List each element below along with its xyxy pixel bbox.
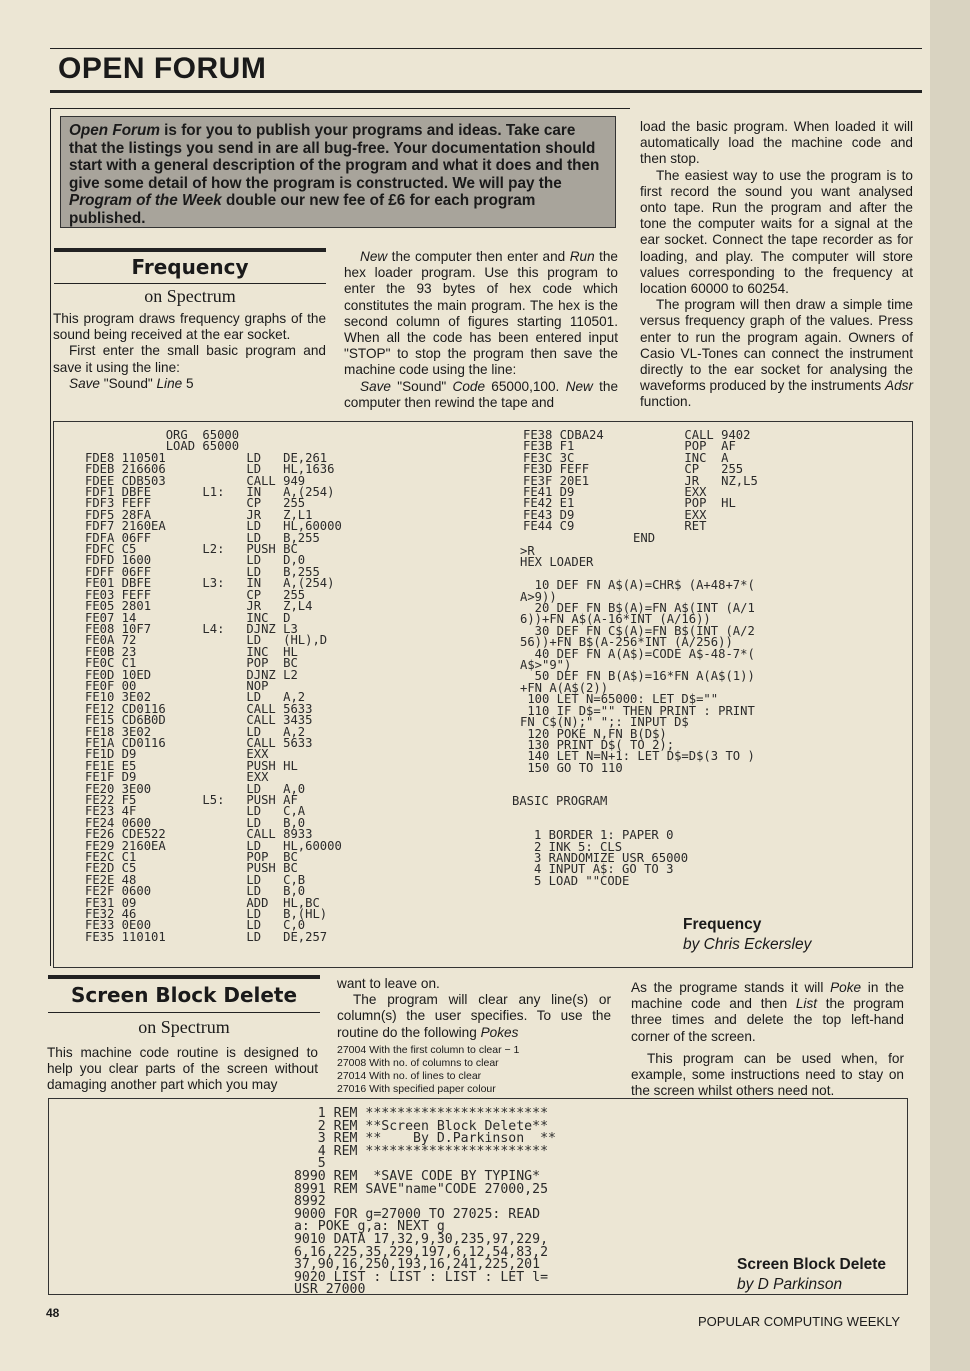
col3-p3-text: The program will then draw a simple time versus frequency graph of the values. Press enter to run the program again. Owners of Casio VL-Tones can connect the instrument directly to the ear socket for analysing the waveforms produced by the instruments — [640, 297, 913, 394]
page-title: OPEN FORUM — [58, 52, 267, 85]
sbd-c3-p1 — [631, 980, 904, 1045]
frequency-column-2 — [344, 249, 618, 411]
freq-p3-sound: "Sound" — [99, 375, 157, 391]
sbd-poke-1: 27004 With the first column to clear − 1 — [337, 1043, 520, 1056]
col3-paragraph-3 — [640, 297, 913, 410]
freq-c2-c: "Sound" — [390, 378, 453, 394]
frequency-asm-listing: ORG 65000 LOAD 65000 FDE8 110501 LD DE,261 FDEB 216606 LD HL,1636 FDEE CDB503 CALL 949 FDF1 DBFE L1: IN A,(254) FDF3 FEFF CP 255 FDF5 28FA JR Z,L1 FDF7 2160EA LD HL,60000 FDFA 06FF LD B,255 FDFC C5 L2: PUSH BC FDFD 1600 LD D,0 FDFF 06FF LD B,255 FE01 DBFE L3: IN A,(254) FE03 FEFF CP 255 FE05 2801 JR Z,L4 FE07 14 INC D FE08 10F7 L4: DJNZ L3 FE0A 72 LD (HL),D FE0B 23 INC HL FE0C C1 POP BC FE0D 10ED DJNZ L2 FE0F 00 NOP FE10 3E02 LD A,2 FE12 CD0116 CALL 5633 FE15 CD6B0D CALL 3435 FE18 3E02 LD A,2 FE1A CD0116 CALL 5633 FE1D D9 EXX FE1E E5 PUSH HL FE1F D9 EXX FE20 3E00 LD A,0 FE22 F5 L5: PUSH AF FE23 4F LD C,A FE24 0600 LD B,0 FE26 CDE522 CALL 8933 FE29 2160EA LD HL,60000 FE2C C1 POP BC FE2D C5 PUSH BC FE2E 48 LD C,B FE2F 0600 LD B,0 FE31 09 ADD HL,BC FE32 46 LD B,(HL) FE33 0E00 LD C,0 FE35 110101 LD DE,257 — [85, 428, 342, 944]
sbd-credit — [737, 1255, 902, 1295]
intro-italic-open-forum: Open Forum — [69, 122, 160, 139]
freq-col2-paragraph-2 — [344, 379, 618, 411]
column-3-top-text — [640, 119, 913, 411]
sbd-title: Screen Block Delete — [70, 983, 298, 1007]
freq-c2-new2: New — [565, 378, 593, 394]
intro-italic-program-of-week: Program of the Week — [69, 192, 222, 209]
freq-p3-save: Save — [69, 375, 100, 391]
sbd-column-2 — [337, 976, 611, 1096]
sbd-poke-3: 27014 With no. of lines to clear — [337, 1069, 482, 1082]
sbd-column-1 — [47, 1045, 318, 1094]
sbd-c2-a: want to leave on. — [337, 976, 440, 991]
sbd-title-rule — [48, 975, 320, 979]
sbd-c3-p1b: in the machine code and then — [631, 980, 905, 1012]
sbd-c3-poke: Poke — [830, 980, 862, 995]
sbd-c2-b-text: The program will clear any line(s) or column(s) the user specifies. To use the routine do the following — [337, 992, 611, 1040]
sbd-column-3 — [631, 980, 904, 1099]
freq-c2-e: the computer then rewind the tape and — [344, 378, 619, 410]
sbd-c3-p2: This program can be used when, for example, some instructions need to stay on the screen whilst others need not. — [631, 1050, 904, 1099]
publication-name: POPULAR COMPUTING WEEKLY — [698, 1314, 901, 1329]
frequency-title-rule — [54, 248, 326, 252]
sbd-p1: This machine code routine is designed to help you clear parts of the screen without damaging another part which you may — [47, 1045, 318, 1093]
intro-frame-left — [50, 108, 51, 966]
intro-box — [60, 116, 616, 228]
frequency-hex-loader-listing: >R HEX LOADER 10 DEF FN A$(A)=CHR$ (A+48+7*( A>9)) 20 DEF FN B$(A)=FN A$(INT (A/1 6))+FN A$(A-16*INT (A/16)) 30 DEF FN C$(A)=FN B$(INT (A/2 56))+FN B$(A-256*INT (A/256)) 40 DEF FN A(A$)=CODE A$-48-7*( A$>"9") 50 DEF FN B(A$)=16*FN A(A$(1)) +FN A(A$(2)) 100 LET N=65000: LET D$="" 110 IF D$="" THEN PRINT : PRINT FN C$(N);" ";: INPUT D$ 120 POKE N,FN B(D$) 130 PRINT D$( TO 2); 140 LET N=N+1: LET D$=D$(3 TO ) 150 GO TO 110 — [520, 544, 755, 775]
freq-p3-num: 5 — [182, 375, 194, 391]
frequency-title: Frequency — [131, 255, 249, 279]
sbd-poke-4: 27016 With specified paper colour — [337, 1082, 496, 1095]
frequency-title-underline — [54, 283, 326, 284]
sbd-c3-p1a: As the programe stands it will — [631, 980, 831, 995]
freq-p1: This program draws frequency graphs of the sound being received at the ear socket. — [53, 311, 326, 343]
sbd-credit-title: Screen Block Delete — [737, 1256, 887, 1273]
frequency-column-1 — [53, 311, 326, 392]
col3-paragraph-1: load the basic program. When loaded it will automatically load the machine code and then stop. — [640, 119, 913, 167]
sbd-pokes-list — [337, 1044, 611, 1096]
frequency-credit-author: by Chris Eckersley — [683, 936, 812, 953]
header-bottom-rule — [50, 90, 922, 93]
sbd-c2-b-pokes: Pokes — [480, 1024, 519, 1040]
sbd-title-underline — [48, 1012, 320, 1013]
intro-frame-top — [50, 108, 630, 109]
frequency-credit — [683, 915, 903, 955]
frequency-basic-listing: BASIC PROGRAM 1 BORDER 1: PAPER 0 2 INK 5: CLS 3 RANDOMIZE USR 65000 4 INPUT A$: GO TO 3 5 LOAD ""CODE — [512, 794, 689, 888]
sbd-poke-2: 27008 With no. of columns to clear — [337, 1056, 499, 1069]
col3-p3-end: function. — [640, 394, 692, 410]
adjacent-page-edge — [930, 0, 970, 1371]
freq-p3 — [53, 376, 326, 392]
sbd-basic-listing: 1 REM *********************** 2 REM **Screen Block Delete** 3 REM ** By D.Parkinson ** 4 REM *********************** 5 8990 REM *SAVE CODE BY TYPING* 8991 REM SAVE"name"CODE 27000,25 8992 9000 FOR g=27000 TO 27025: READ a: POKE g,a: NEXT g 9010 DATA 17,32,9,30,235,97,229, 6,16,225,35,229,197,6,12,54,83,2 37,90,16,250,193,16,241,225,201 9020 LIST : LIST : LIST : LET l= USR 27000 — [293, 1106, 556, 1298]
col3-paragraph-2: The easiest way to use the program is to first record the sound you want analysed onto tape. Run the program and after the tone the computer waits for a signal at the ear socket. Connect the tape recorder as for loading, and play. The computer will store values corresponding to the frequency at location 60000 to 60254. — [640, 167, 913, 297]
freq-p3-line: Line — [156, 375, 183, 391]
intro-text-a: is for you to publish your programs and ideas. Take care that the listings you send in are all bug-free. Your documentation should start with a general description of the program and what it does and then give some detail of how the program is constructed. We will pay the — [69, 122, 600, 192]
intro-text-b: double our new fee of £6 for each program published. — [69, 192, 536, 227]
freq-col2-paragraph — [344, 249, 618, 379]
freq-c2-new: New — [360, 249, 388, 264]
sbd-credit-author: by D Parkinson — [737, 1276, 843, 1293]
freq-c2-b: the hex loader program. Use this program to enter the 93 bytes of hex code which constitutes the main program. The hex is the second column of figures starting 110501. When all the code has been entered input "STOP" to stop the program then save the machine code using the line: — [344, 249, 618, 378]
freq-c2-code: Code — [452, 378, 486, 394]
freq-c2-save: Save — [360, 378, 391, 394]
sbd-c2-b — [337, 992, 611, 1041]
sbd-c3-p1c: the program three times and delete the top left-hand corner of the screen. — [631, 996, 904, 1044]
frequency-subtitle: on Spectrum — [144, 286, 236, 306]
header-top-rule — [50, 48, 922, 49]
sbd-subtitle: on Spectrum — [138, 1017, 230, 1037]
frequency-credit-title: Frequency — [683, 916, 762, 933]
freq-p2: First enter the small basic program and save it using the line: — [53, 343, 326, 375]
freq-c2-run: Run — [569, 249, 595, 264]
sbd-c3-list: List — [795, 996, 818, 1012]
col3-p3-italic-adsr: Adsr — [885, 378, 913, 394]
page-number: 48 — [46, 1306, 60, 1320]
freq-c2-d: 65000,100. — [485, 378, 566, 394]
freq-c2-a: the computer then enter and — [387, 249, 570, 264]
frequency-asm-listing-continued: FE38 CDBA24 CALL 9402 FE3B F1 POP AF FE3C 3C INC A FE3D FEFF CP 255 FE3F 20E1 JR NZ,L5 FE41 D9 EXX FE42 E1 POP HL FE43 D9 EXX FE44 C9 RET END — [523, 428, 758, 545]
